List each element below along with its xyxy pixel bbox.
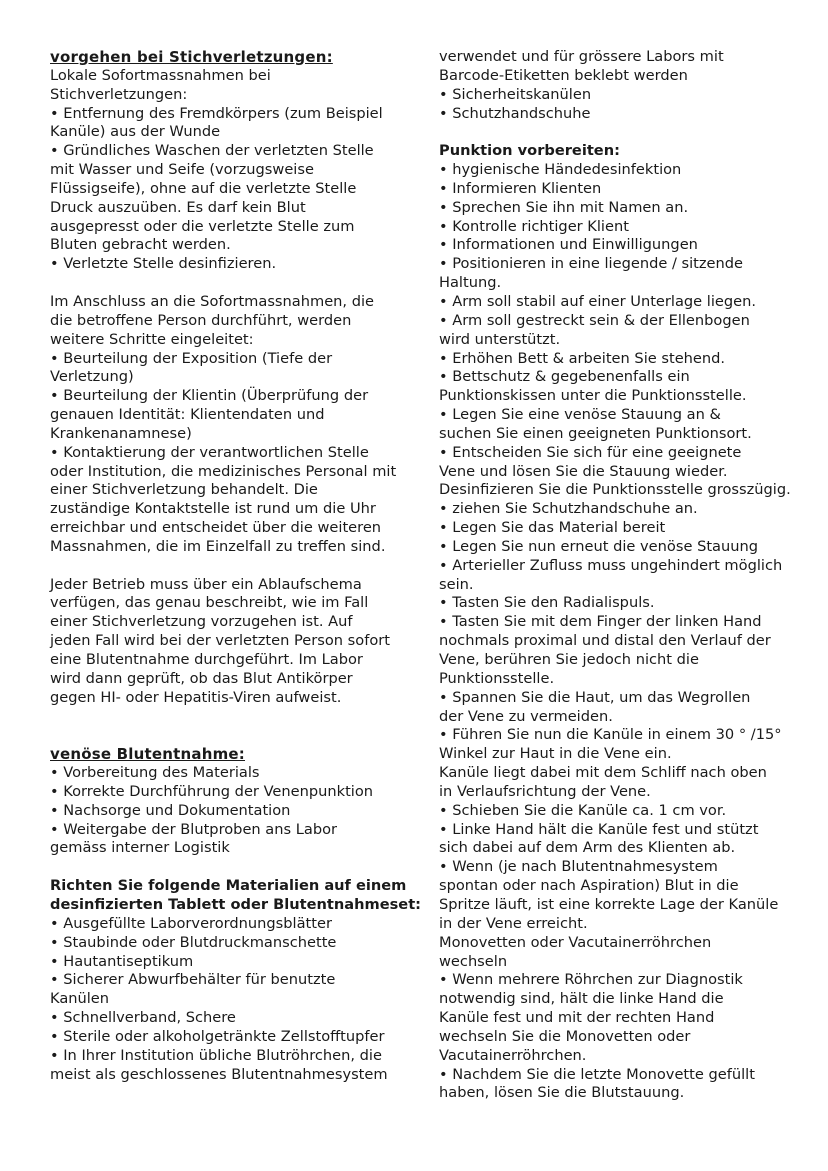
text-line: • Spannen Sie die Haut, um das Wegrollen (439, 688, 751, 706)
text-line: • Entfernung des Fremdkörpers (zum Beispiel (50, 104, 383, 122)
text-line: Vene und lösen Sie die Stauung wieder. (439, 462, 728, 480)
spacer (50, 858, 390, 877)
text-line: • Legen Sie nun erneut die venöse Stauung (439, 537, 759, 555)
spacer (50, 557, 390, 576)
text-line: • Ausgefüllte Laborverordnungsblätter (50, 914, 332, 932)
text-line: suchen Sie einen geeigneten Punktionsort. (439, 424, 752, 442)
text-line: • Kontaktierung der verantwortlichen Stelle (50, 443, 369, 461)
text-line: verfügen, das genau beschreibt, wie im Fall (50, 594, 369, 612)
text-line: Lokale Sofortmassnahmen bei (50, 66, 271, 84)
text-line: Vene, berühren Sie jedoch nicht die (439, 651, 699, 668)
text-line: wechseln Sie die Monovetten oder (439, 1027, 691, 1045)
text-line: wird dann geprüft, ob das Blut Antikörper (50, 669, 353, 687)
text-line: Kanüle fest und mit der rechten Hand (439, 1009, 715, 1027)
text-line: Punktionskissen unter die Punktionsstelle. (439, 387, 747, 405)
text-line: • Positionieren in eine liegende / sitzende (439, 255, 744, 273)
text-line: Desinfizieren Sie die Punktionsstelle grosszügig. (439, 481, 791, 499)
text-line: Punktionsstelle. (439, 669, 555, 687)
text-line: Massnahmen, die im Einzelfall zu treffen sind. (50, 537, 386, 555)
text-line: • Führen Sie nun die Kanüle in einem 30 ° /15° (439, 726, 782, 744)
text-line: • Sprechen Sie ihn mit Namen an. (439, 198, 689, 216)
text-line: Kanüle) aus der Wunde (50, 123, 221, 141)
subsection-heading: Richten Sie folgende Materialien auf einem (50, 877, 407, 895)
text-line: verwendet und für grössere Labors mit (439, 48, 724, 65)
text-line: mit Wasser und Seife (vorzugsweise (50, 161, 314, 179)
text-line: • hygienische Händedesinfektion (439, 161, 682, 179)
text-line: Barcode-Etiketten beklebt werden (439, 66, 688, 84)
text-line: Kanülen (50, 990, 110, 1008)
spacer (439, 123, 784, 142)
text-line: • Weitergabe der Blutproben ans Labor (50, 820, 338, 838)
text-line: • Schieben Sie die Kanüle ca. 1 cm vor. (439, 801, 727, 819)
subsection-heading: desinfizierten Tablett oder Blutentnahmeset: (50, 895, 422, 913)
text-line: notwendig sind, hält die linke Hand die (439, 990, 724, 1008)
text-line: • Arm soll stabil auf einer Unterlage liegen. (439, 292, 756, 310)
text-line: • Sicherer Abwurfbehälter für benutzte (50, 971, 336, 989)
text-line: • Sterile oder alkoholgetränkte Zellstofftupfer (50, 1027, 385, 1045)
text-line: • Sicherheitskanülen (439, 85, 592, 103)
text-line: • Beurteilung der Exposition (Tiefe der (50, 349, 333, 367)
text-line: • Informationen und Einwilligungen (439, 236, 698, 254)
text-line: • Nachsorge und Dokumentation (50, 801, 291, 819)
text-line: sein. (439, 575, 474, 593)
spacer (50, 274, 390, 293)
spacer (50, 708, 390, 746)
text-line: • Erhöhen Bett & arbeiten Sie stehend. (439, 349, 726, 367)
text-line: • Kontrolle richtiger Klient (439, 217, 629, 235)
text-line: • ziehen Sie Schutzhandschuhe an. (439, 500, 698, 518)
text-line: eine Blutentnahme durchgeführt. Im Labor (50, 651, 363, 668)
text-line: Kanüle liegt dabei mit dem Schliff nach oben (439, 764, 767, 782)
text-line: zuständige Kontaktstelle ist rund um die Uhr (50, 500, 376, 518)
text-line: • Legen Sie das Material bereit (439, 519, 666, 537)
text-line: Winkel zur Haut in die Vene ein. (439, 745, 672, 763)
subsection-heading: Punktion vorbereiten: (439, 142, 620, 160)
text-line: • Korrekte Durchführung der Venenpunktion (50, 782, 374, 800)
text-line: nochmals proximal und distal den Verlauf der (439, 632, 771, 650)
text-line: ausgepresst oder die verletzte Stelle zum (50, 217, 355, 235)
text-line: wird unterstützt. (439, 330, 561, 348)
text-line: meist als geschlossenes Blutentnahmesystem (50, 1065, 388, 1083)
text-line: • Hautantiseptikum (50, 952, 194, 970)
text-line: Krankenanamnese) (50, 424, 192, 442)
text-line: jeden Fall wird bei der verletzten Person sofort (50, 632, 390, 650)
text-line: • Entscheiden Sie sich für eine geeignete (439, 443, 742, 461)
text-line: Im Anschluss an die Sofortmassnahmen, die (50, 292, 374, 310)
text-line: • Gründliches Waschen der verletzten Stelle (50, 142, 374, 160)
text-line: in Verlaufsrichtung der Vene. (439, 782, 651, 800)
text-line: Flüssigseife), ohne auf die verletzte Stelle (50, 179, 357, 197)
text-line: • Tasten Sie den Radialispuls. (439, 594, 655, 612)
text-line: Druck auszuüben. Es darf kein Blut (50, 198, 306, 216)
text-line: die betroffene Person durchführt, werden (50, 311, 352, 329)
text-line: Stichverletzungen: (50, 85, 188, 103)
text-line: oder Institution, die medizinisches Personal mit (50, 462, 397, 480)
text-line: einer Stichverletzung vorzugehen ist. Auf (50, 613, 353, 631)
text-line: Bluten gebracht werden. (50, 236, 231, 254)
text-line: • In Ihrer Institution übliche Blutröhrchen, die (50, 1046, 382, 1064)
text-line: • Wenn (je nach Blutentnahmesystem (439, 858, 718, 876)
text-line: • Schutzhandschuhe (439, 104, 591, 122)
text-line: • Informieren Klienten (439, 179, 602, 197)
text-line: • Staubinde oder Blutdruckmanschette (50, 933, 337, 951)
text-line: gegen HI- oder Hepatitis-Viren aufweist. (50, 688, 342, 706)
right-column (439, 48, 791, 1103)
text-line: haben, lösen Sie die Blutstauung. (439, 1084, 685, 1102)
text-line: • Arm soll gestreckt sein & der Ellenbogen (439, 311, 750, 329)
text-line: • Bettschutz & gegebenenfalls ein (439, 368, 690, 386)
text-line: • Vorbereitung des Materials (50, 764, 260, 782)
text-line: genauen Identität: Klientendaten und (50, 406, 325, 424)
text-line: Spritze läuft, ist eine korrekte Lage der Kanüle (439, 895, 779, 913)
text-line: weitere Schritte eingeleitet: (50, 330, 254, 348)
section-heading: venöse Blutentnahme: (50, 745, 245, 764)
text-line: in der Vene erreicht. (439, 914, 588, 932)
text-line: sich dabei auf dem Arm des Klienten ab. (439, 839, 736, 857)
text-line: • Tasten Sie mit dem Finger der linken Hand (439, 613, 762, 631)
text-line: wechseln (439, 952, 508, 970)
text-line: • Verletzte Stelle desinfizieren. (50, 255, 277, 273)
text-line: spontan oder nach Aspiration) Blut in die (439, 877, 739, 895)
text-line: • Beurteilung der Klientin (Überprüfung der (50, 387, 369, 405)
text-line: • Legen Sie eine venöse Stauung an & (439, 406, 721, 424)
text-line: • Wenn mehrere Röhrchen zur Diagnostik (439, 971, 743, 989)
section-heading: vorgehen bei Stichverletzungen: (50, 48, 333, 66)
text-line: Monovetten oder Vacutainerröhrchen (439, 933, 712, 951)
left-column (50, 48, 422, 1084)
text-line: • Arterieller Zufluss muss ungehindert möglich (439, 556, 783, 574)
text-line: der Vene zu vermeiden. (439, 707, 613, 725)
text-line: Jeder Betrieb muss über ein Ablaufschema (50, 575, 362, 593)
text-line: einer Stichverletzung behandelt. Die (50, 481, 318, 499)
text-line: erreichbar und entscheidet über die weiteren (50, 519, 382, 537)
text-line: • Schnellverband, Schere (50, 1009, 236, 1027)
text-line: Verletzung) (50, 368, 134, 386)
text-line: gemäss interner Logistik (50, 839, 230, 857)
text-line: • Linke Hand hält die Kanüle fest und stützt (439, 820, 759, 838)
text-line: Vacutainerröhrchen. (439, 1046, 587, 1064)
text-line: • Nachdem Sie die letzte Monovette gefüllt (439, 1065, 755, 1083)
text-line: Haltung. (439, 274, 502, 292)
